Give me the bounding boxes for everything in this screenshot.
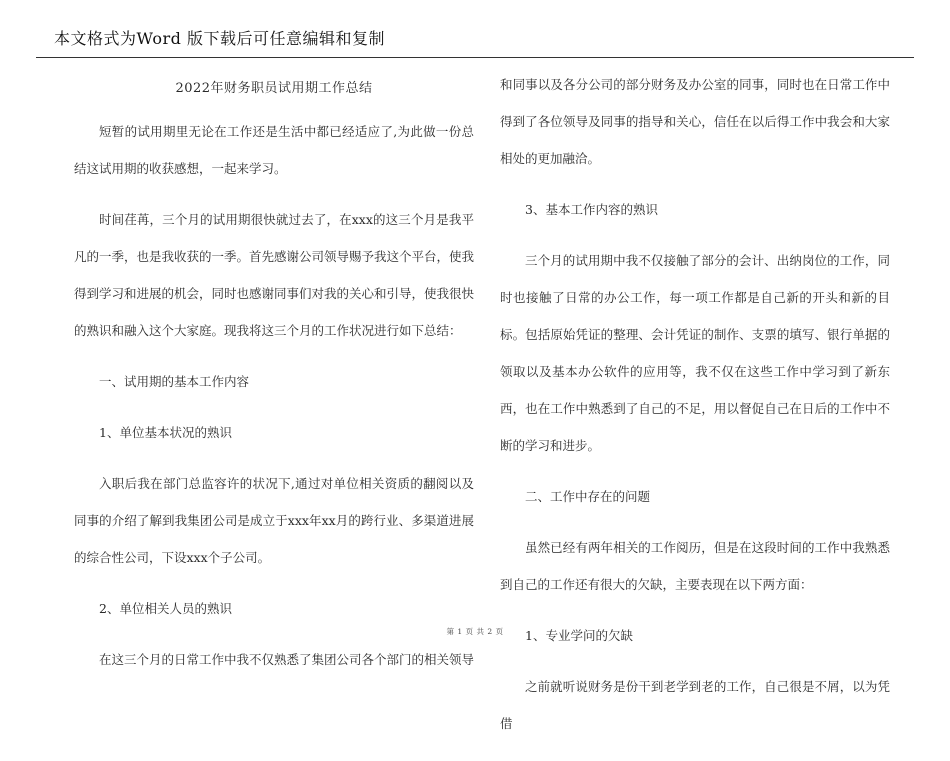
subheading-knowledge-gap: 1、专业学问的欠缺 [525,628,633,643]
paragraph-knowledge-gap: 之前就听说财务是份干到老学到老的工作，自己很是不屑，以为凭借 [500,679,890,731]
section-heading-problems: 二、工作中存在的问题 [525,489,651,504]
right-column [500,66,890,761]
section-heading-basic-work: 一、试用期的基本工作内容 [99,374,250,389]
paragraph-problems: 虽然已经有两年相关的工作阅历，但是在这段时间的工作中我熟悉到自己的工作还有很大的欠缺，主要表现在以下两方面： [500,540,890,592]
paragraph-continued: 和同事以及各分公司的部分财务及办公室的同事，同时也在日常工作中得到了各位领导及同事的指导和关心，信任在以后得工作中我会和大家相处的更加融洽。 [500,77,890,166]
paragraph-opening: 时间荏苒，三个月的试用期很快就过去了，在xxx的这三个月是我平凡的一季，也是我收获的一季。首先感谢公司领导赐予我这个平台，使我得到学习和进展的机会，同时也感谢同事们对我的关心和引导，使我很快的熟识和融入这个大家庭。现我将这三个月的工作状况进行如下总结： [74,212,475,338]
header-divider [36,57,914,58]
paragraph-intro: 短暂的试用期里无论在工作还是生活中都已经适应了,为此做一份总结这试用期的收获感想，一起来学习。 [74,124,474,176]
left-column [74,66,474,697]
paragraph-work-content: 三个月的试用期中我不仅接触了部分的会计、出纳岗位的工作，同时也接触了日常的办公工作，每一项工作都是自己新的开头和新的目标。包括原始凭证的整理、会计凭证的制作、支票的填写、银行单据的领取以及基本办公软件的应用等，我不仅在这些工作中学习到了新东西，也在工作中熟悉到了自己的不足，用以督促自己在日后的工作中不断的学习和进步。 [500,253,890,453]
subheading-unit-staff: 2、单位相关人员的熟识 [99,601,232,616]
subheading-work-content: 3、基本工作内容的熟识 [525,202,658,217]
subheading-unit-status: 1、单位基本状况的熟识 [99,425,232,440]
paragraph-unit-staff: 在这三个月的日常工作中我不仅熟悉了集团公司各个部门的相关领导 [99,652,475,667]
paragraph-unit-status: 入职后我在部门总监容许的状况下,通过对单位相关资质的翻阅以及同事的介绍了解到我集团公司是成立于xxx年xx月的跨行业、多渠道进展的综合性公司，下设xxx个子公司。 [74,476,474,565]
page-number-footer: 第 1 页 共 2 页 [446,627,504,636]
document-header-banner: 本文格式为Word 版下载后可任意编辑和复制 [54,29,385,48]
document-title: 2022年财务职员试用期工作总结 [175,81,373,96]
